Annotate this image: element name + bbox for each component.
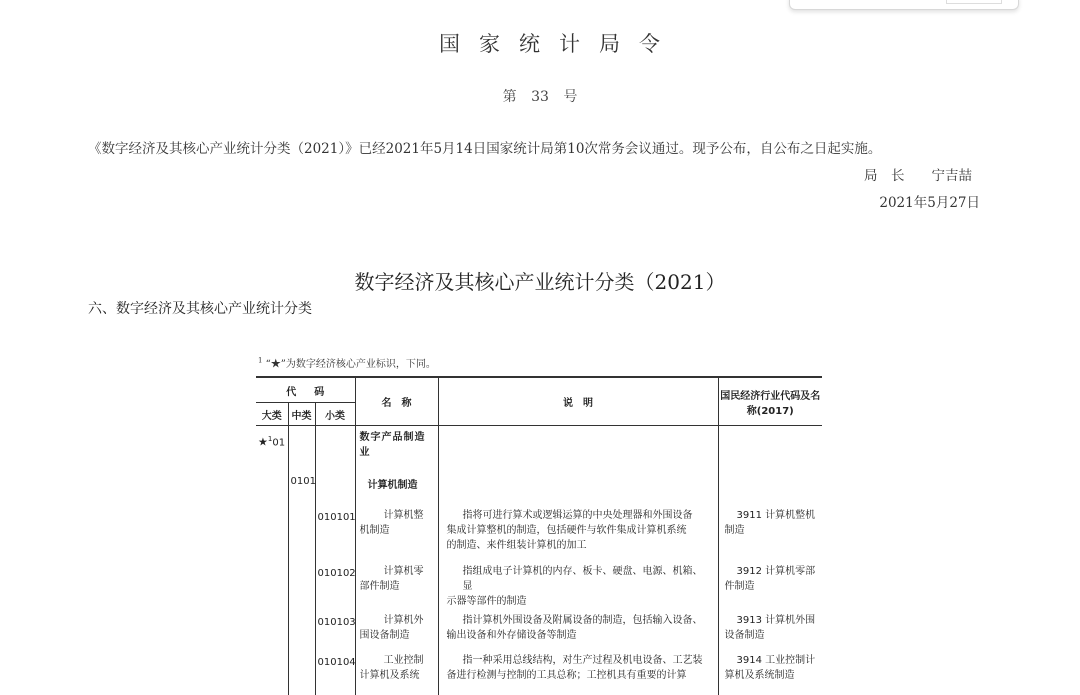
national-industry-code — [718, 560, 822, 609]
table-header — [256, 377, 822, 426]
national-industry-code — [718, 426, 822, 469]
name-line: 部件制造 — [360, 579, 434, 594]
description-line: 备进行检测与控制的工具总称；工控机具有重要的计算 — [447, 668, 712, 683]
category-name — [355, 504, 438, 560]
name-line: 机制造 — [360, 523, 434, 538]
order-number: 第 33 号 — [0, 86, 1080, 106]
national-line: 3914 工业控制计 — [725, 653, 823, 668]
header-national-industry: 国民经济行业代码及名称(2017) — [718, 377, 822, 426]
national-line: 制造 — [725, 523, 823, 538]
category-name — [355, 609, 438, 649]
header-name: 名 称 — [355, 377, 438, 426]
table-body — [256, 426, 822, 695]
middle-code — [288, 649, 315, 695]
category-name: 计算机制造 — [355, 468, 438, 504]
national-line: 3912 计算机零部 — [725, 564, 823, 579]
director-signature: 局 长 宁吉喆 — [864, 164, 972, 184]
major-code — [256, 560, 288, 609]
footnote-text: “★”为数字经济核心产业标识，下同。 — [266, 359, 436, 370]
name-line: 计算机外 — [360, 613, 434, 628]
classification-table — [256, 376, 822, 695]
footnote-ref: 1 — [268, 435, 272, 443]
signature-date: 2021年5月27日 — [879, 191, 980, 211]
floating-panel — [789, 0, 1019, 10]
category-name — [355, 649, 438, 695]
order-title: 国家统计局令 — [0, 28, 1080, 58]
footnote-mark: 1 — [258, 357, 262, 365]
national-line: 3913 计算机外围 — [725, 613, 823, 628]
national-industry-code — [718, 468, 822, 504]
major-code — [256, 609, 288, 649]
middle-code: 0101 — [288, 468, 315, 504]
footnote — [258, 355, 436, 370]
minor-code — [315, 426, 355, 469]
category-description — [438, 560, 718, 609]
name-line: 计算机及系统 — [360, 668, 434, 683]
category-description — [438, 468, 718, 504]
minor-code: 010103 — [315, 609, 355, 649]
middle-code — [288, 426, 315, 469]
category-description — [438, 426, 718, 469]
national-line: 设备制造 — [725, 628, 823, 643]
section-heading: 六、数字经济及其核心产业统计分类 — [88, 298, 312, 318]
major-code-text: 01 — [272, 437, 285, 448]
major-code — [256, 504, 288, 560]
table-row — [256, 504, 822, 560]
star-icon: ★ — [258, 435, 268, 448]
minor-code: 010104 — [315, 649, 355, 695]
middle-code — [288, 504, 315, 560]
header-description: 说 明 — [438, 377, 718, 426]
description-line: 指计算机外围设备及附属设备的制造，包括输入设备、 — [447, 613, 712, 628]
middle-code — [288, 609, 315, 649]
category-description — [438, 504, 718, 560]
header-major: 大类 — [256, 403, 288, 426]
document-title: 数字经济及其核心产业统计分类（2021） — [0, 266, 1080, 295]
description-line: 指组成电子计算机的内存、板卡、硬盘、电源、机箱、显 — [447, 564, 712, 594]
name-line: 计算机整 — [360, 508, 434, 523]
table-row — [256, 426, 822, 469]
description-line: 的制造、来件组装计算机的加工 — [447, 538, 712, 553]
major-code — [256, 426, 288, 469]
description-line: 输出设备和外存储设备等制造 — [447, 628, 712, 643]
category-name: 数字产品制造业 — [355, 426, 438, 469]
table-row — [256, 649, 822, 695]
national-line: 算机及系统制造 — [725, 668, 823, 683]
description-line: 指一种采用总线结构，对生产过程及机电设备、工艺装 — [447, 653, 712, 668]
major-code — [256, 468, 288, 504]
panel-button[interactable] — [946, 0, 1002, 4]
name-line: 围设备制造 — [360, 628, 434, 643]
national-line: 3911 计算机整机 — [725, 508, 823, 523]
middle-code — [288, 560, 315, 609]
name-line: 计算机零 — [360, 564, 434, 579]
order-notice: 《数字经济及其核心产业统计分类（2021）》已经2021年5月14日国家统计局第10次常务会议通过。现予公布，自公布之日起实施。 — [88, 137, 881, 157]
header-minor: 小类 — [315, 403, 355, 426]
table-row — [256, 468, 822, 504]
category-description — [438, 609, 718, 649]
description-line: 指将可进行算术或逻辑运算的中央处理器和外围设备 — [447, 508, 712, 523]
national-industry-code — [718, 649, 822, 695]
minor-code — [315, 468, 355, 504]
minor-code: 010101 — [315, 504, 355, 560]
table-row — [256, 560, 822, 609]
header-middle: 中类 — [288, 403, 315, 426]
description-line: 示器等部件的制造 — [447, 594, 712, 609]
category-description — [438, 649, 718, 695]
national-industry-code — [718, 609, 822, 649]
header-code-group: 代码 — [256, 377, 355, 403]
major-code — [256, 649, 288, 695]
national-line: 件制造 — [725, 579, 823, 594]
national-industry-code — [718, 504, 822, 560]
category-name — [355, 560, 438, 609]
description-line: 集成计算整机的制造，包括硬件与软件集成计算机系统 — [447, 523, 712, 538]
name-line: 工业控制 — [360, 653, 434, 668]
minor-code: 010102 — [315, 560, 355, 609]
table-row — [256, 609, 822, 649]
